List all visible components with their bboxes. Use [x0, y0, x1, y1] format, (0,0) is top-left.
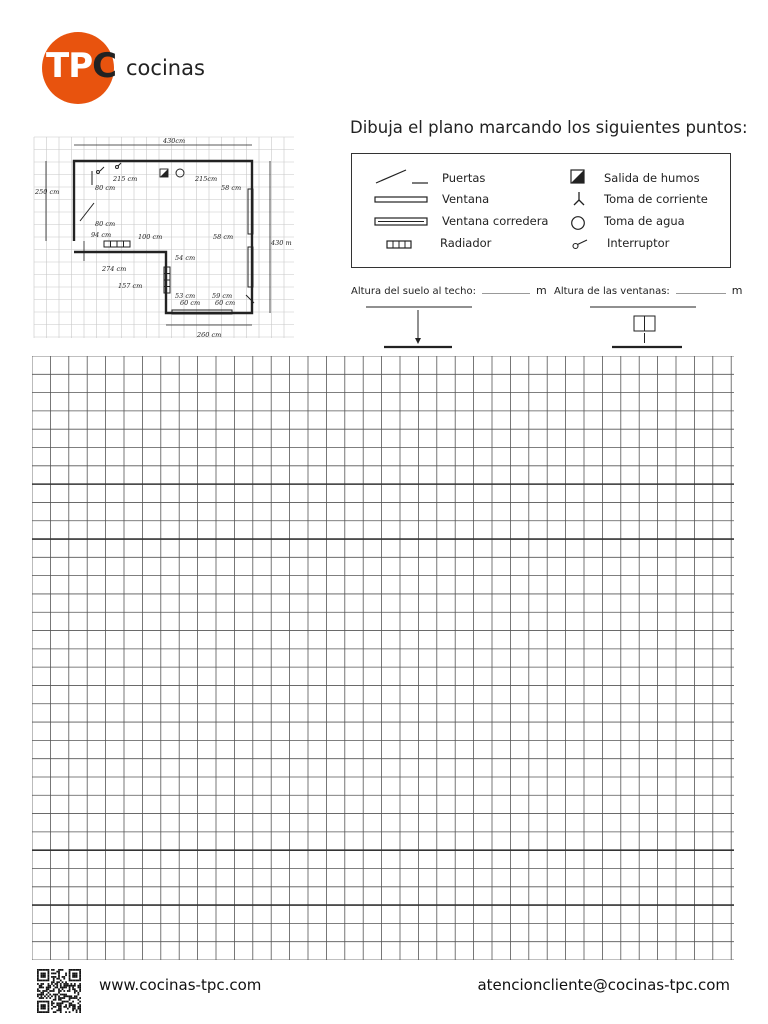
sliding-window-icon [374, 217, 430, 227]
website-link[interactable]: www.cocinas-tpc.com [99, 976, 262, 994]
legend-label-toma-agua: Toma de agua [604, 214, 685, 228]
legend-label-ventana-corredera: Ventana corredera [442, 214, 549, 228]
ceiling-height-diagram [360, 300, 480, 352]
email-link[interactable]: atencioncliente@cocinas-tpc.com [477, 976, 730, 994]
water-outlet-icon [570, 215, 586, 231]
dim-100: 100 cm [138, 233, 163, 241]
legend-label-radiador: Radiador [440, 236, 492, 250]
dim-left: 250 cm [35, 188, 60, 196]
legend-label-puertas: Puertas [442, 171, 486, 185]
symbol-legend [351, 153, 731, 268]
page-heading: Dibuja el plano marcando los siguientes puntos: [350, 118, 748, 137]
radiator-icon [386, 240, 414, 250]
logo-tp: TP [46, 46, 93, 86]
dim-bottom: 260 cm [197, 331, 222, 339]
window-height-diagram [586, 300, 702, 352]
drawing-grid-lines [32, 356, 734, 960]
dim-215b: 215cm [195, 175, 218, 183]
switch-icon [572, 238, 590, 250]
door-icon [374, 168, 430, 186]
plan-smoke-outlet [160, 169, 168, 177]
dim-top: 430cm [163, 137, 186, 145]
sample-floor-plan [32, 135, 297, 340]
logo-cocinas: cocinas [126, 56, 205, 80]
ceiling-height-label: Altura del suelo al techo: [351, 286, 477, 297]
dim-94: 94 cm [91, 231, 112, 239]
dim-53: 53 cm [175, 292, 196, 300]
dim-59: 59 cm [212, 292, 233, 300]
smoke-outlet-icon [570, 169, 586, 185]
dim-215a: 215 cm [113, 175, 138, 183]
dim-80a: 80 cm [95, 184, 116, 192]
window-height-unit: m [731, 284, 743, 297]
legend-label-salida-humos: Salida de humos [604, 171, 700, 185]
ceiling-height-row [351, 284, 547, 297]
window-height-field[interactable] [676, 293, 726, 294]
legend-label-ventana: Ventana [442, 192, 490, 206]
ceiling-height-field[interactable] [482, 293, 530, 294]
legend-label-interruptor: Interruptor [607, 236, 670, 250]
dim-58a: 58 cm [221, 184, 242, 192]
dim-60b: 60 cm [215, 299, 236, 307]
dim-60a: 60 cm [180, 299, 201, 307]
dim-58b: 58 cm [213, 233, 234, 241]
drawing-grid[interactable] [32, 356, 734, 960]
logo-c: C [92, 46, 117, 86]
dim-274: 274 cm [102, 265, 127, 273]
legend-label-toma-corriente: Toma de corriente [604, 192, 708, 206]
dim-right: 430 m [271, 239, 292, 247]
tpc-logo [42, 32, 205, 104]
dim-80b: 80 cm [95, 220, 116, 228]
window-height-row [554, 284, 743, 297]
dim-54: 54 cm [175, 254, 196, 262]
ceiling-height-unit: m [536, 284, 547, 297]
dim-157: 157 cm [118, 282, 143, 290]
window-icon [374, 195, 430, 205]
window-height-label: Altura de las ventanas: [554, 286, 670, 297]
power-outlet-icon [572, 191, 586, 207]
qr-code [37, 969, 81, 1013]
